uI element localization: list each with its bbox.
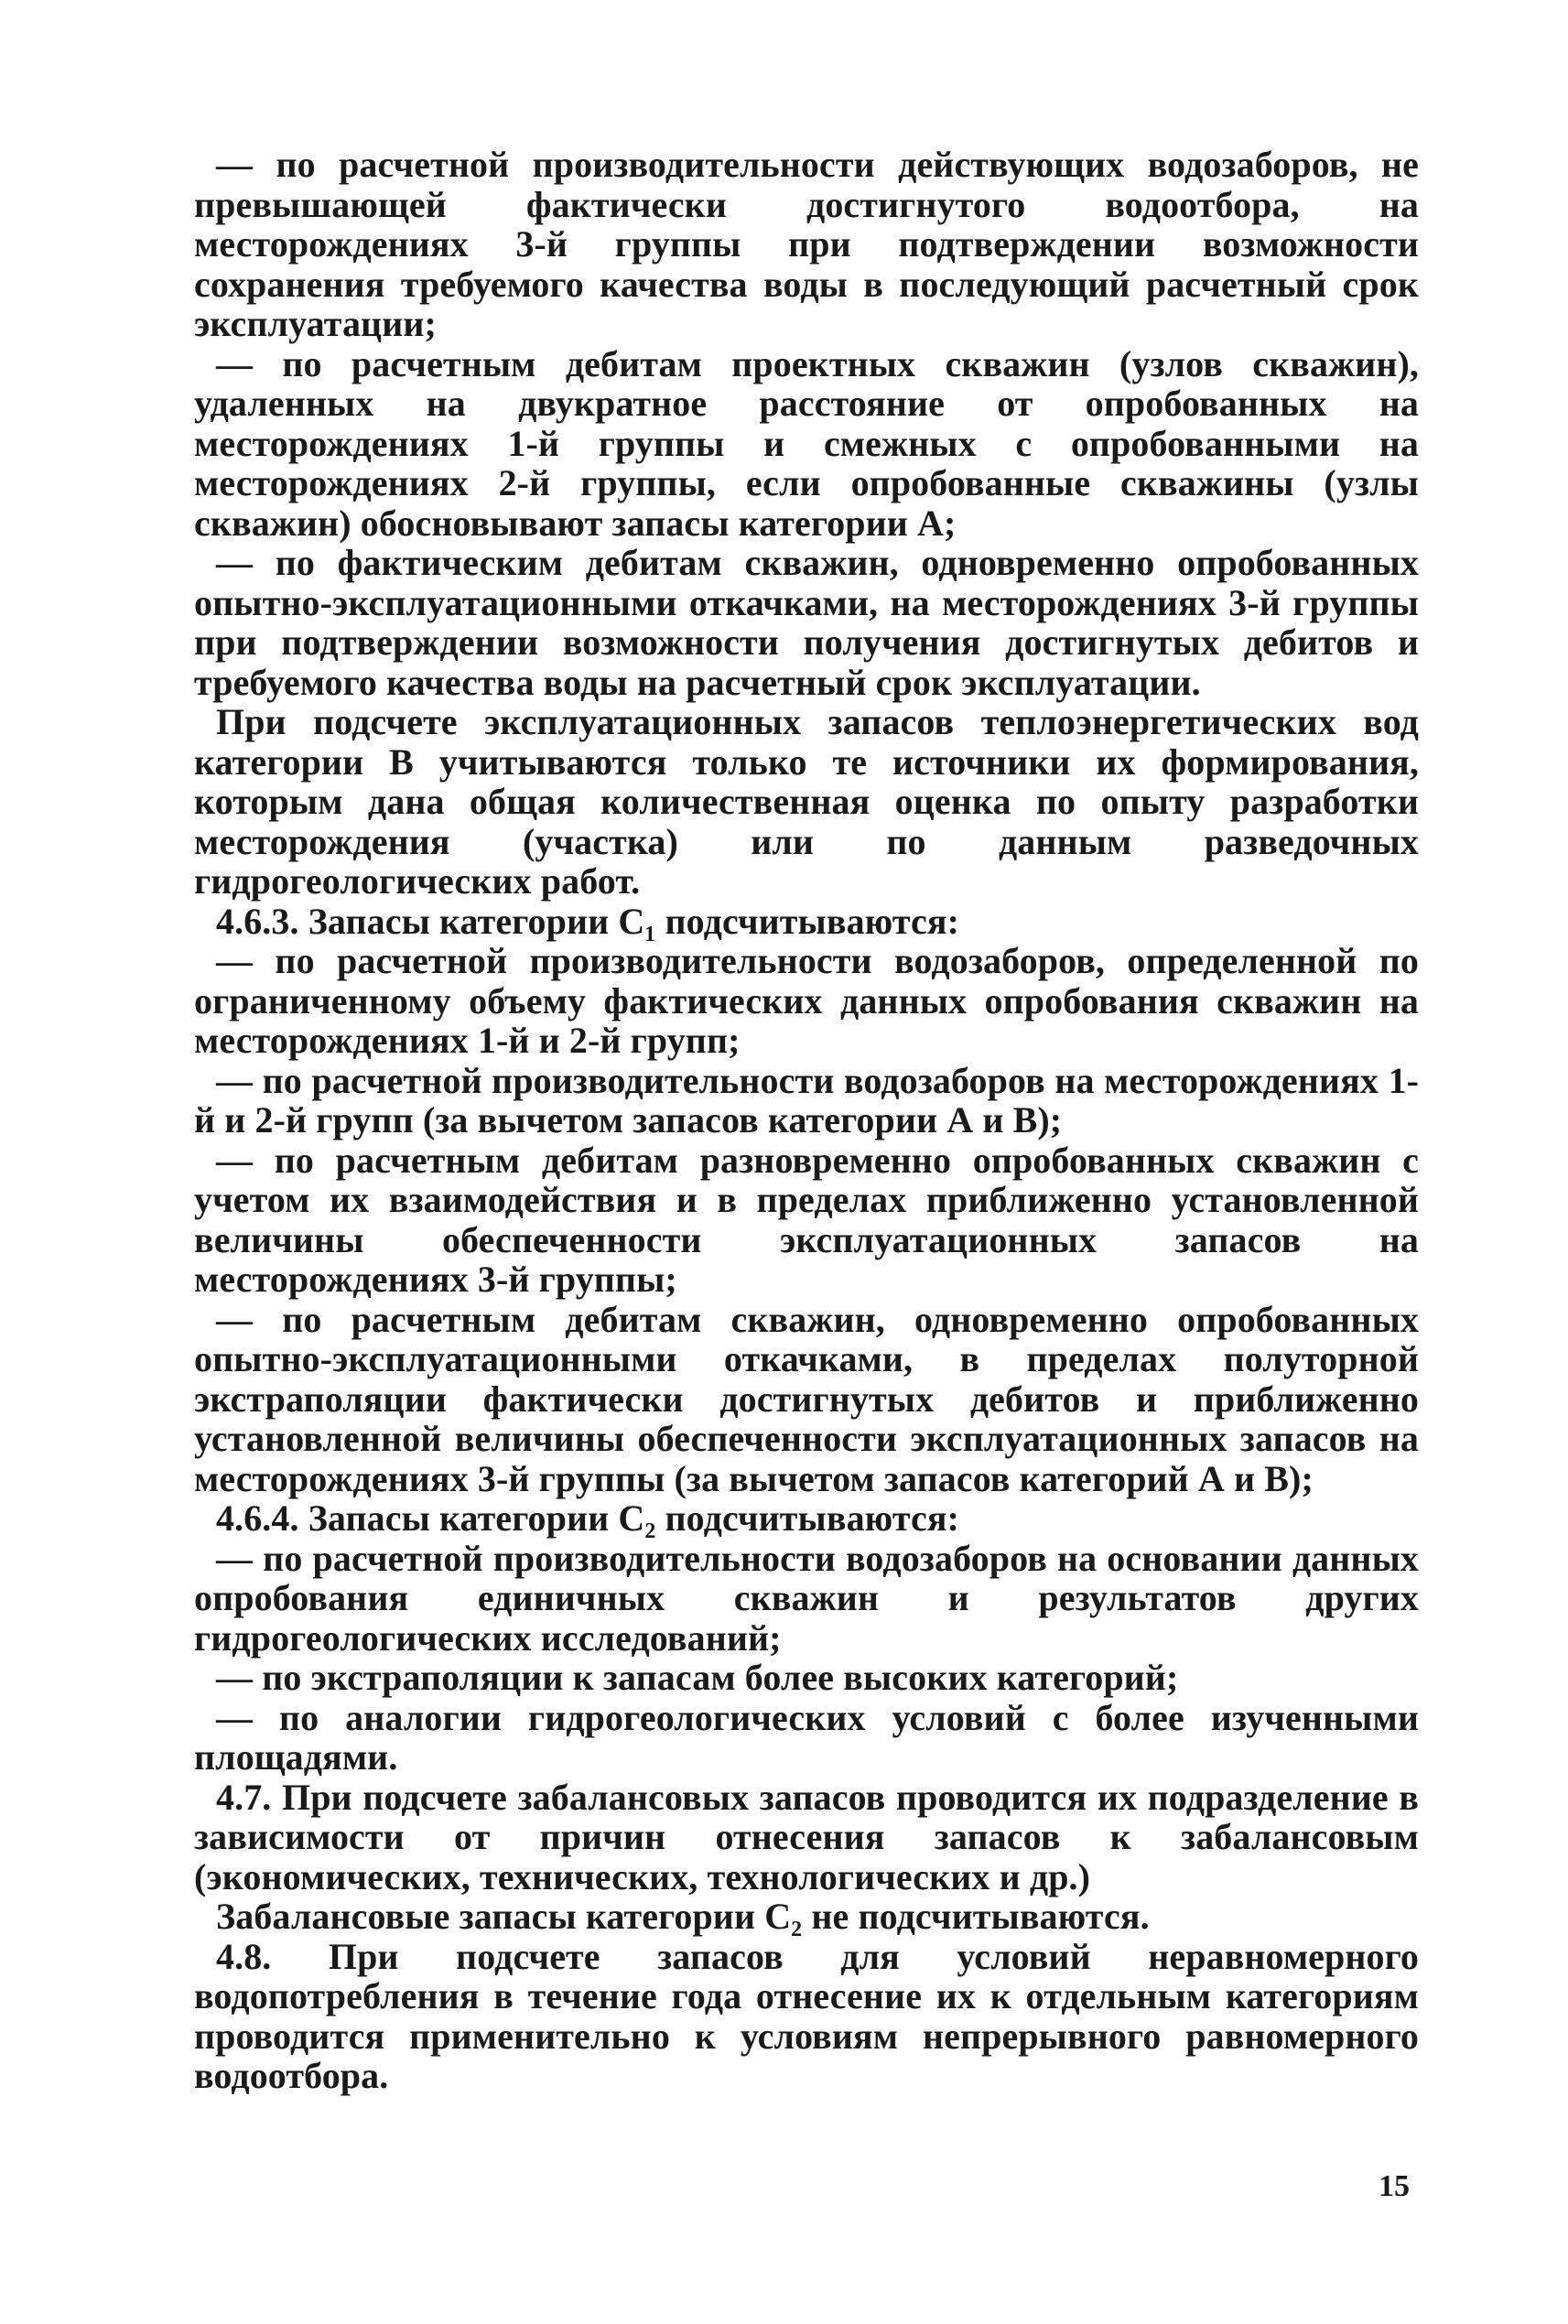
paragraph-9: — по расчетным дебитам скважин, одновременно опробованных опытно-эксплуатационными откачками, в пределах полуторной экстраполяции фактически достигнутых дебитов и приближенно установленной величины обеспеченности эксплуатационных запасов на месторождениях 3-й группы (за вычетом запасов категорий А и В); bbox=[194, 1298, 1419, 1499]
paragraph-7: — по расчетной производительности водозаборов на месторождениях 1-й и 2-й групп (за вычетом запасов категории А и В); bbox=[194, 1059, 1419, 1140]
paragraph-6: — по расчетной производительности водозаборов, определенной по ограниченному объему фактических данных опробования скважин на месторождениях 1-й и 2-й групп; bbox=[194, 940, 1419, 1061]
paragraph-15: Забалансовые запасы категории С₂ не подсчитываются. bbox=[216, 1896, 1150, 1937]
paragraph-8: — по расчетным дебитам разновременно опробованных скважин с учетом их взаимодействия и в пределах приближенно установленной величины обеспеченности эксплуатационных запасов на месторождениях 3-й группы; bbox=[194, 1139, 1419, 1300]
page-number: 15 bbox=[1379, 2169, 1410, 2203]
section-4-7-paragraph: 4.7. При подсчете забалансовых запасов проводится их подразделение в зависимости от причин отнесения запасов к забалансовым (экономических, технических, технологических и др.) bbox=[194, 1776, 1419, 1897]
paragraph-3: — по фактическим дебитам скважин, одновременно опробованных опытно-эксплуатационными откачками, на месторождениях 3-й группы при подтверждении возможности получения достигнутых дебитов и требуемого качества воды на расчетный срок эксплуатации. bbox=[194, 542, 1419, 703]
section-4-6-4-heading: 4.6.4. Запасы категории С₂ подсчитываются: bbox=[216, 1497, 960, 1539]
document-page bbox=[194, 145, 1419, 2096]
paragraph-2: — по расчетным дебитам проектных скважин (узлов скважин), удаленных на двукратное расстояние от опробованных на месторождениях 1-й группы и смежных с опробованными на месторождениях 2-й группы, если опробованные скважины (узлы скважин) обосновывают запасы категории А; bbox=[194, 342, 1419, 544]
paragraph-11: — по расчетной производительности водозаборов на основании данных опробования единичных скважин и результатов других гидрогеологических исследований; bbox=[194, 1537, 1419, 1659]
section-4-6-3-heading: 4.6.3. Запасы категории С₁ подсчитываются: bbox=[216, 900, 960, 942]
paragraph-1: — по расчетной производительности действующих водозаборов, не превышающей фактически достигнутого водоотбора, на месторождениях 3-й группы при подтверждении возможности сохранения требуемого качества воды в последующий расчетный срок эксплуатации; bbox=[194, 144, 1419, 344]
section-4-8-paragraph: 4.8. При подсчете запасов для условий неравномерного водопотребления в течение года отнесение их к отдельным категориям проводится применительно к условиям непрерывного равномерного водоотбора. bbox=[194, 1935, 1419, 2096]
paragraph-12: — по экстраполяции к запасам более высоких категорий; bbox=[216, 1657, 1179, 1698]
paragraph-13: — по аналогии гидрогеологических условий с более изученными площадями. bbox=[194, 1696, 1419, 1778]
paragraph-4: При подсчете эксплуатационных запасов теплоэнергетических вод категории В учитываются только те источники их формирования, которым дана общая количественная оценка по опыту разработки месторождения (участка) или по данным разведочных гидрогеологических работ. bbox=[194, 701, 1419, 902]
